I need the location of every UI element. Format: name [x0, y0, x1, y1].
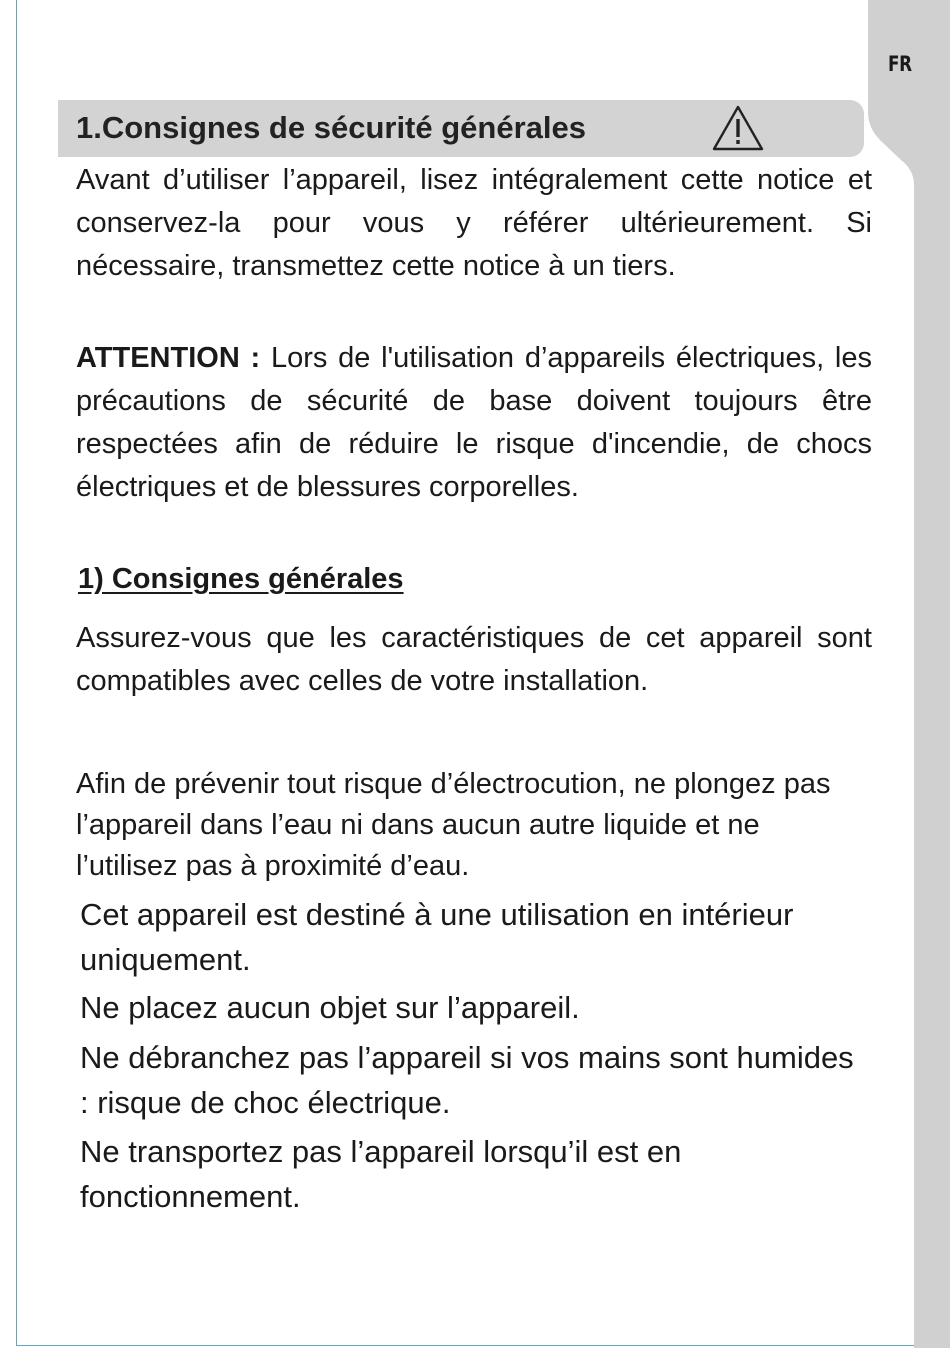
section-header: [58, 100, 864, 157]
attention-paragraph: [76, 337, 872, 509]
attention-label: ATTENTION :: [76, 342, 261, 374]
rule-indoor-use: Cet appareil est destiné à une utilisation en intérieur uniquement.: [80, 897, 794, 977]
section-title: 1.Consignes de sécurité générales: [76, 110, 586, 145]
paragraph-compatibility: Assurez-vous que les caractéristiques de cet appareil sont compatibles avec celles de votre installation.: [76, 622, 872, 697]
subsection-title: 1) Consignes générales: [78, 563, 404, 595]
warning-triangle-icon: [712, 104, 764, 152]
paragraph-electrocution: Afin de prévenir tout risque d’électrocution, ne plongez pas l’appareil dans l’eau ni dans aucun autre liquide et ne l’utilisez pas à proximité d’eau.: [76, 768, 831, 882]
intro-paragraph: Avant d’utiliser l’appareil, lisez intégralement cette notice et conservez-la pour vous y référer ultérieurement. Si nécessaire, transmettez cette notice à un tiers.: [76, 164, 872, 282]
side-language-tab: [868, 0, 950, 1348]
rule-no-transport: Ne transportez pas l’appareil lorsqu’il est en fonctionnement.: [80, 1134, 682, 1214]
attention-text: Lors de l'utilisation d’appareils électriques, les précautions de sécurité de base doivent toujours être respectées afin de réduire le risque d'incendie, de chocs électriques et de blessures corporelles.: [76, 342, 872, 503]
rule-no-objects: Ne placez aucun objet sur l’appareil.: [80, 990, 580, 1025]
rule-wet-hands: Ne débranchez pas l’appareil si vos mains sont humides : risque de choc électrique.: [80, 1040, 854, 1120]
language-label: FR: [888, 52, 912, 76]
